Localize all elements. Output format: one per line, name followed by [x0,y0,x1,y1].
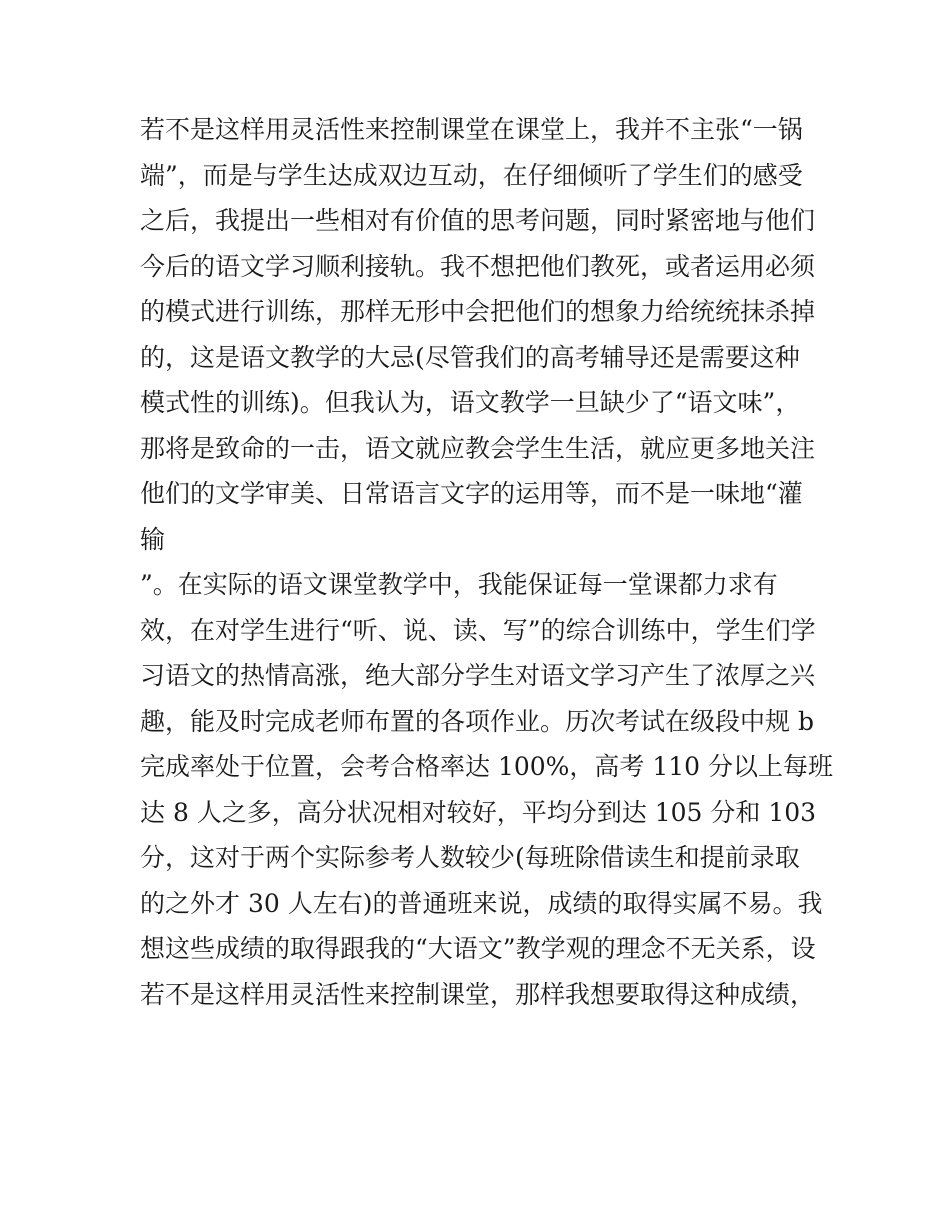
text-line: 的模式进行训练，那样无形中会把他们的想象力给统统抹杀掉 [140,297,816,326]
text-line: 习语文的热情高涨，绝大部分学生对语文学习产生了浓厚之兴 [140,661,816,690]
text-line: 达 8 人之多，高分状况相对较好，平均分到达 105 分和 103 [140,797,817,827]
text-line: 今后的语文学习顺利接轨。我不想把他们教死，或者运用必须 [140,251,816,281]
text-line: 模式性的训练)。但我认为，语文教学一旦缺少了“语文味”， [140,388,801,417]
text-line: 端”，而是与学生达成双边互动，在仔细倾听了学生们的感受 [140,160,803,190]
text-line: 那将是致命的一击，语文就应教会学生生活，就应更多地关注 [140,433,816,463]
text-line: 效，在对学生进行“听、说、读、写”的综合训练中，学生们学 [140,615,816,645]
text-line: 输 [140,524,166,554]
text-line: ”。在实际的语文课堂教学中，我能保证每一堂课都力求有 [140,570,778,599]
text-line: 分，这对于两个实际参考人数较少(每班除借读生和提前录取 [140,843,800,872]
text-line: 想这些成绩的取得跟我的“大语文”教学观的理念不无关系，设 [140,934,816,963]
text-line: 他们的文学审美、日常语言文字的运用等，而不是一味地“灌 [140,479,803,508]
text-line: 完成率处于位置，会考合格率达 100%，高考 110 分以上每班 [140,752,834,781]
text-line: 若不是这样用灵活性来控制课堂在课堂上，我并不主张“一锅 [140,115,803,144]
text-line: 的之外才 30 人左右)的普通班来说，成绩的取得实属不易。我 [140,888,823,918]
text-line: 的，这是语文教学的大忌(尽管我们的高考辅导还是需要这种 [140,342,800,372]
body-text [140,107,840,1017]
text-line: 趣，能及时完成老师布置的各项作业。历次考试在级段中规 b [140,706,814,736]
text-line: 之后，我提出一些相对有价值的思考问题，同时紧密地与他们 [140,206,816,235]
text-line: 若不是这样用灵活性来控制课堂，那样我想要取得这种成绩， [140,979,816,1009]
